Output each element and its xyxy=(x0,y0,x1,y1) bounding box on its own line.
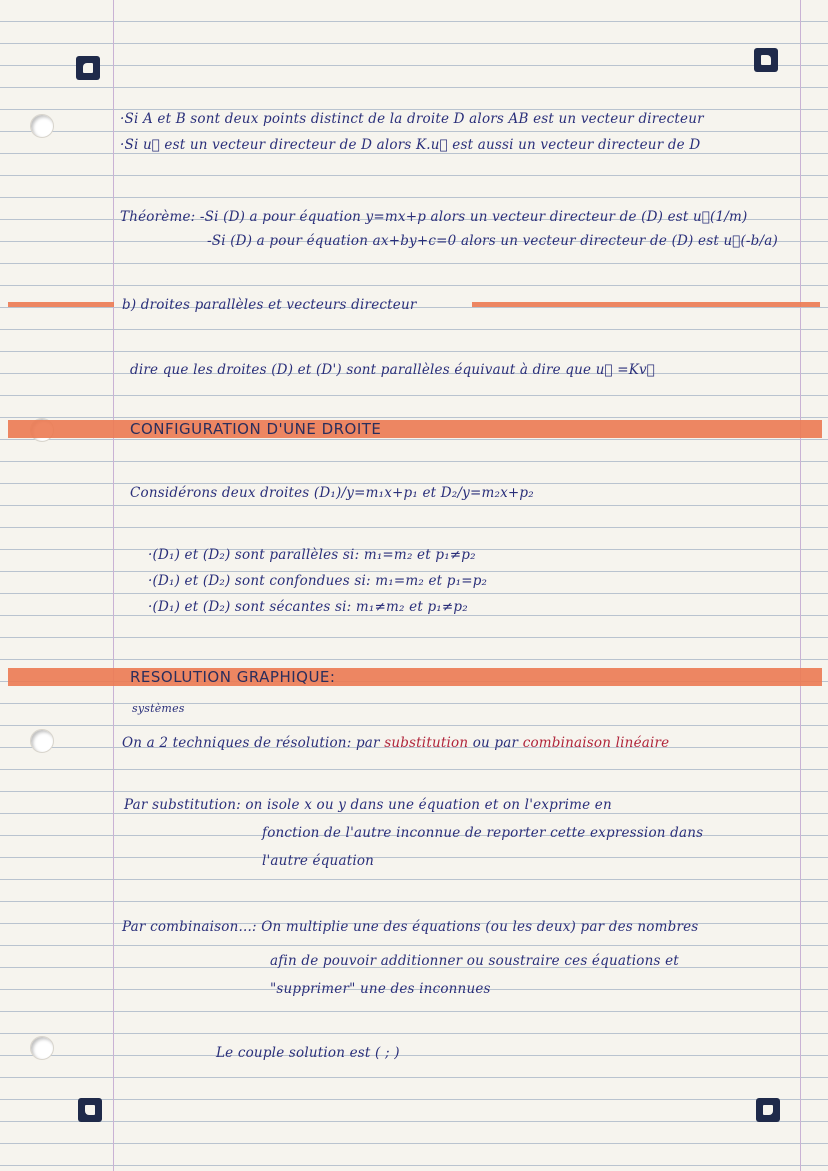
theorem-line-2: -Si (D) a pour équation ax+by+c=0 alors un vecteur directeur de (D) est u⃗(-b/a) xyxy=(207,233,778,249)
technique-substitution: substitution xyxy=(384,735,469,751)
techniques-text: On a 2 techniques de résolution: par xyxy=(122,735,380,751)
binder-hole xyxy=(30,114,54,138)
highlight-bar xyxy=(8,302,114,307)
right-margin-line xyxy=(800,0,801,1171)
left-margin-line xyxy=(113,0,114,1171)
line-parallel-equiv: dire que les droites (D) et (D') sont parallèles équivaut à dire que u⃗ =Kv⃗ xyxy=(130,362,655,378)
line-techniques xyxy=(122,734,669,752)
note-systemes: systèmes xyxy=(132,702,185,715)
substitution-line-3: l'autre équation xyxy=(262,853,375,869)
combinaison-line-3: "supprimer" une des inconnues xyxy=(270,981,491,997)
combinaison-line-1: Par combinaison...: On multiplie une des équations (ou les deux) par des nombres xyxy=(122,919,699,935)
techniques-or: ou par xyxy=(472,735,519,751)
binder-hole xyxy=(30,729,54,753)
corner-marker-icon xyxy=(78,1098,102,1122)
line-considerons: Considérons deux droites (D₁)/y=m₁x+p₁ et D₂/y=m₂x+p₂ xyxy=(130,485,534,501)
line-def-ab: ·Si A et B sont deux points distinct de la droite D alors AB est un vecteur directeur xyxy=(120,111,704,127)
heading-resolution: RESOLUTION GRAPHIQUE: xyxy=(130,668,336,686)
binder-hole xyxy=(30,1036,54,1060)
combinaison-line-2: afin de pouvoir additionner ou soustraire ces équations et xyxy=(270,953,679,969)
corner-marker-icon xyxy=(756,1098,780,1122)
line-def-ku: ·Si u⃗ est un vecteur directeur de D alors K.u⃗ est aussi un vecteur directeur de D xyxy=(120,137,701,153)
subheading-parallel: b) droites parallèles et vecteurs directeur xyxy=(122,297,417,313)
substitution-line-1: Par substitution: on isole x ou y dans une équation et on l'exprime en xyxy=(124,797,612,813)
theorem-line-1: Théorème: -Si (D) a pour équation y=mx+p alors un vecteur directeur de (D) est u⃗(1/m) xyxy=(120,209,748,225)
heading-configuration: CONFIGURATION D'UNE DROITE xyxy=(130,420,382,438)
case-confondues: ·(D₁) et (D₂) sont confondues si: m₁=m₂ et p₁=p₂ xyxy=(148,573,488,589)
highlight-bar xyxy=(472,302,820,307)
corner-marker-icon xyxy=(754,48,778,72)
case-parallel: ·(D₁) et (D₂) sont parallèles si: m₁=m₂ et p₁≠p₂ xyxy=(148,547,476,563)
case-secantes: ·(D₁) et (D₂) sont sécantes si: m₁≠m₂ et p₁≠p₂ xyxy=(148,599,468,615)
technique-combinaison: combinaison linéaire xyxy=(522,735,670,751)
corner-marker-icon xyxy=(76,56,100,80)
substitution-line-2: fonction de l'autre inconnue de reporter cette expression dans xyxy=(262,825,704,841)
couple-solution-line: Le couple solution est ( ; ) xyxy=(216,1045,400,1061)
